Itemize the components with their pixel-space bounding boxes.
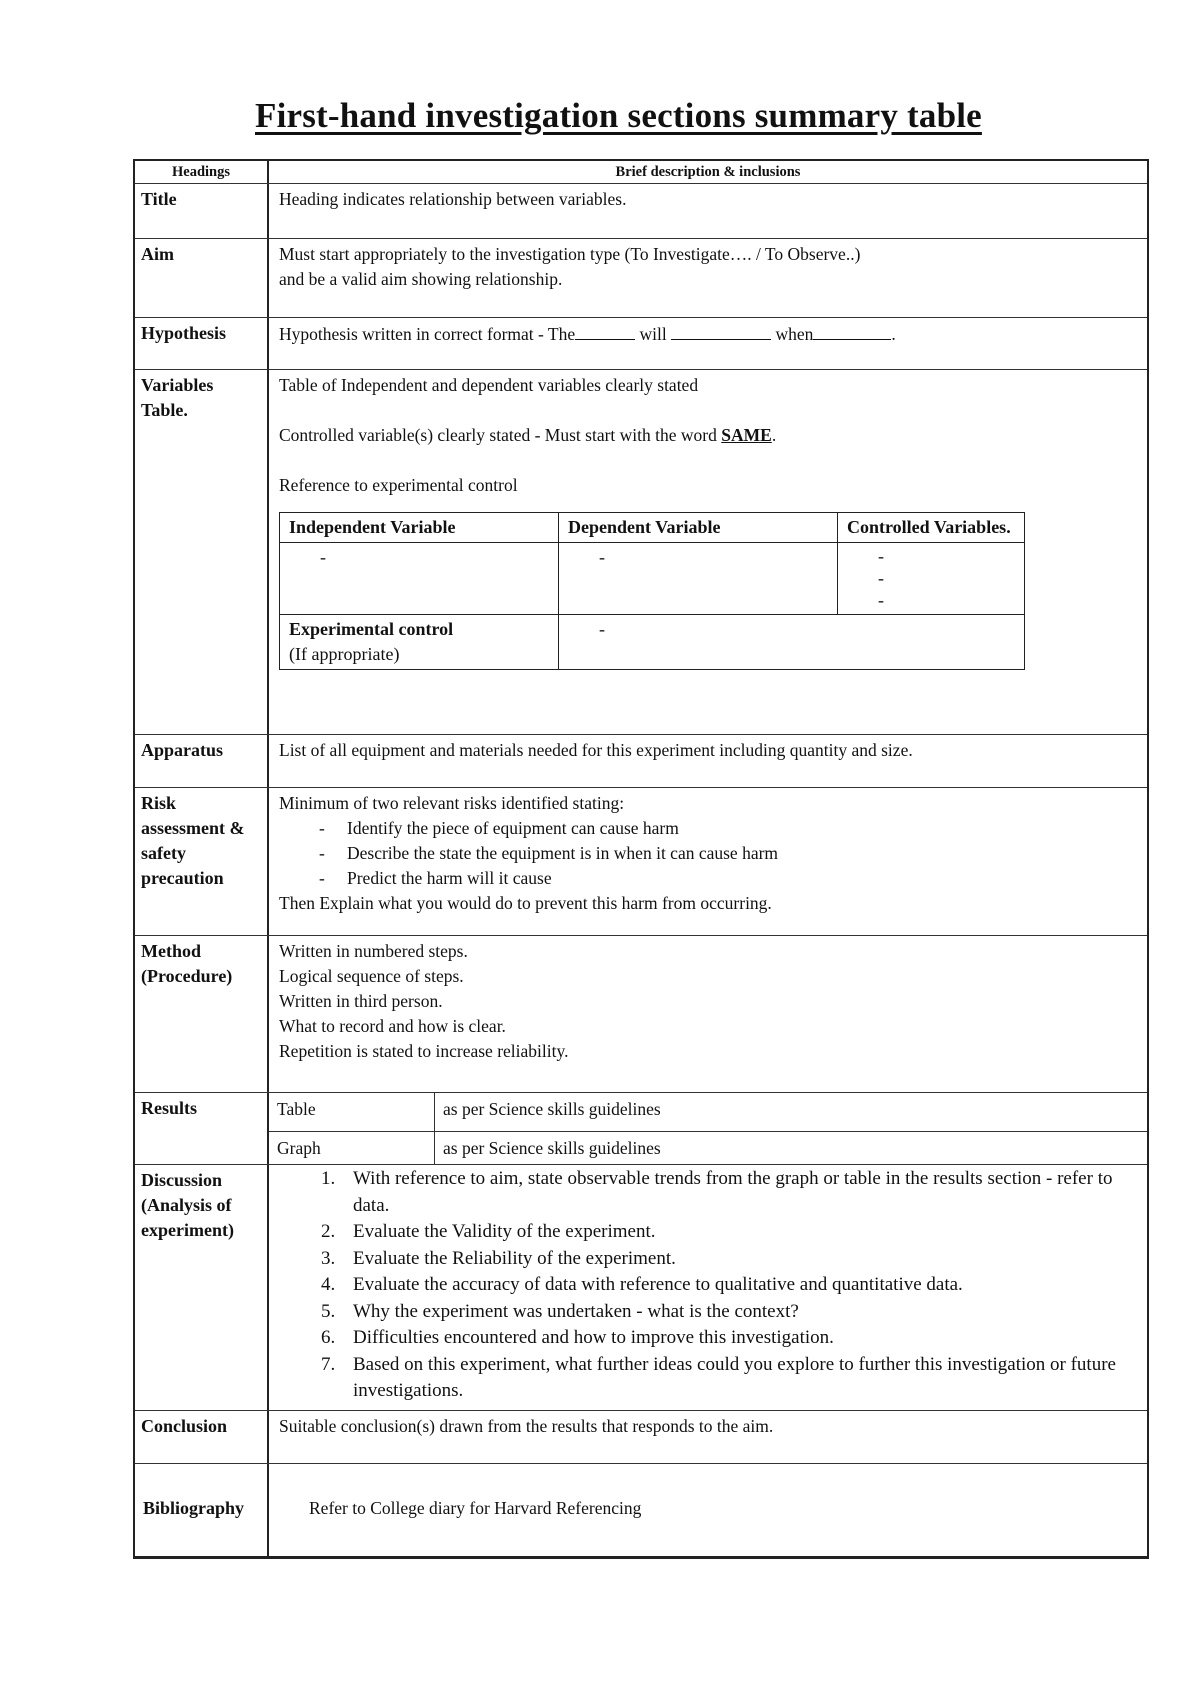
row-description: Suitable conclusion(s) drawn from the results that responds to the aim. (279, 1416, 774, 1436)
table-header-row (135, 161, 1147, 184)
blank-line (671, 321, 771, 340)
row-discussion (135, 1165, 1147, 1411)
results-value: as per Science skills guidelines (443, 1099, 661, 1119)
method-line: Written in numbered steps. (279, 941, 468, 961)
row-heading: Results (135, 1093, 269, 1164)
list-item: 4. Evaluate the accuracy of data with reference to qualitative and quantitative data. (321, 1274, 963, 1295)
experimental-control-value: - (559, 615, 1025, 670)
variables-text: Controlled variable(s) clearly stated - Must start with the word (279, 425, 717, 445)
row-description: Heading indicates relationship between variables. (279, 189, 627, 209)
column-header-headings: Headings (135, 161, 269, 183)
hypothesis-will: will (639, 324, 667, 344)
discussion-list (279, 1166, 1137, 1405)
same-keyword: SAME (721, 425, 772, 445)
row-bibliography (135, 1464, 1147, 1556)
row-description (269, 239, 1147, 317)
controlled-dash: - (878, 546, 884, 566)
inner-col-independent: Independent Variable (280, 513, 559, 543)
experimental-control-label: Experimental control (If appropriate) (280, 615, 559, 670)
hypothesis-end: . (891, 324, 896, 344)
hypothesis-when: when (775, 324, 814, 344)
row-heading: Apparatus (135, 735, 269, 787)
row-aim (135, 239, 1147, 318)
inner-col-dependent: Dependent Variable (559, 513, 838, 543)
list-item: - Predict the harm will it cause (319, 866, 1137, 891)
row-description (269, 318, 1147, 369)
risk-outro: Then Explain what you would do to prevent this harm from occurring. (279, 893, 772, 913)
risk-intro: Minimum of two relevant risks identified stating: (279, 793, 625, 813)
row-heading: Discussion (Analysis of experiment) (135, 1165, 269, 1410)
list-item: 7. Based on this experiment, what further ideas could you explore to further this investigation or future investigations. (321, 1353, 1116, 1401)
row-risk (135, 788, 1147, 936)
list-item: - Identify the piece of equipment can cause harm (319, 816, 1137, 841)
row-variables (135, 370, 1147, 735)
aim-line: and be a valid aim showing relationship. (279, 269, 563, 289)
list-item: - Describe the state the equipment is in when it can cause harm (319, 841, 1137, 866)
row-description (269, 788, 1147, 935)
row-heading: Hypothesis (135, 318, 269, 369)
row-description (269, 370, 1147, 734)
row-heading: Title (135, 184, 269, 238)
row-description: Refer to College diary for Harvard Referencing (309, 1498, 642, 1518)
controlled-dash: - (878, 590, 884, 610)
results-subrow (269, 1093, 1147, 1132)
variables-line: Reference to experimental control (279, 475, 518, 495)
row-heading: Risk assessment & safety precaution (135, 788, 269, 935)
row-description (269, 1165, 1147, 1410)
blank-line (575, 321, 635, 340)
row-hypothesis (135, 318, 1147, 370)
method-line: Written in third person. (279, 991, 443, 1011)
row-title (135, 184, 1147, 239)
controlled-cell (838, 543, 1025, 615)
risk-list (279, 816, 1137, 891)
results-subrow (269, 1132, 1147, 1164)
column-header-description: Brief description & inclusions (615, 164, 801, 180)
row-description (269, 936, 1147, 1092)
variables-line (279, 423, 1137, 448)
row-conclusion (135, 1411, 1147, 1464)
results-subtable (269, 1093, 1147, 1164)
method-line: What to record and how is clear. (279, 1016, 506, 1036)
list-item: 1. With reference to aim, state observable trends from the graph or table in the results section - refer to data. (321, 1168, 1113, 1216)
inner-col-controlled: Controlled Variables. (838, 513, 1025, 543)
dependent-cell: - (559, 543, 838, 615)
list-item: 3. Evaluate the Reliability of the experiment. (321, 1247, 676, 1269)
variables-text: . (771, 425, 777, 445)
controlled-dash: - (878, 568, 884, 588)
page-title: First-hand investigation sections summary table (255, 96, 982, 135)
variables-inner-table (279, 512, 1025, 670)
blank-line (813, 321, 891, 340)
list-item: 5. Why the experiment was undertaken - what is the context? (321, 1300, 799, 1322)
summary-table (133, 159, 1149, 1559)
method-line: Repetition is stated to increase reliability. (279, 1041, 569, 1061)
row-method (135, 936, 1147, 1093)
variables-line: Table of Independent and dependent variables clearly stated (279, 375, 699, 395)
row-heading: Method (Procedure) (135, 936, 269, 1092)
independent-cell: - (280, 543, 559, 615)
row-heading: Conclusion (135, 1411, 269, 1463)
list-item: 2. Evaluate the Validity of the experiment. (321, 1221, 656, 1242)
results-value: as per Science skills guidelines (443, 1138, 661, 1158)
aim-line: Must start appropriately to the investigation type (To Investigate…. / To Observe..) (279, 244, 861, 264)
row-description: List of all equipment and materials needed for this experiment including quantity and size. (279, 740, 913, 760)
row-results (135, 1093, 1147, 1165)
results-label: Graph (269, 1132, 435, 1164)
row-heading: Variables Table. (135, 370, 269, 734)
list-item: 6. Difficulties encountered and how to improve this investigation. (321, 1327, 834, 1348)
row-heading: Bibliography (135, 1464, 269, 1556)
hypothesis-prefix: Hypothesis written in correct format - The (279, 324, 576, 344)
results-label: Table (269, 1093, 435, 1131)
method-line: Logical sequence of steps. (279, 966, 464, 986)
row-heading: Aim (135, 239, 269, 317)
row-apparatus (135, 735, 1147, 788)
